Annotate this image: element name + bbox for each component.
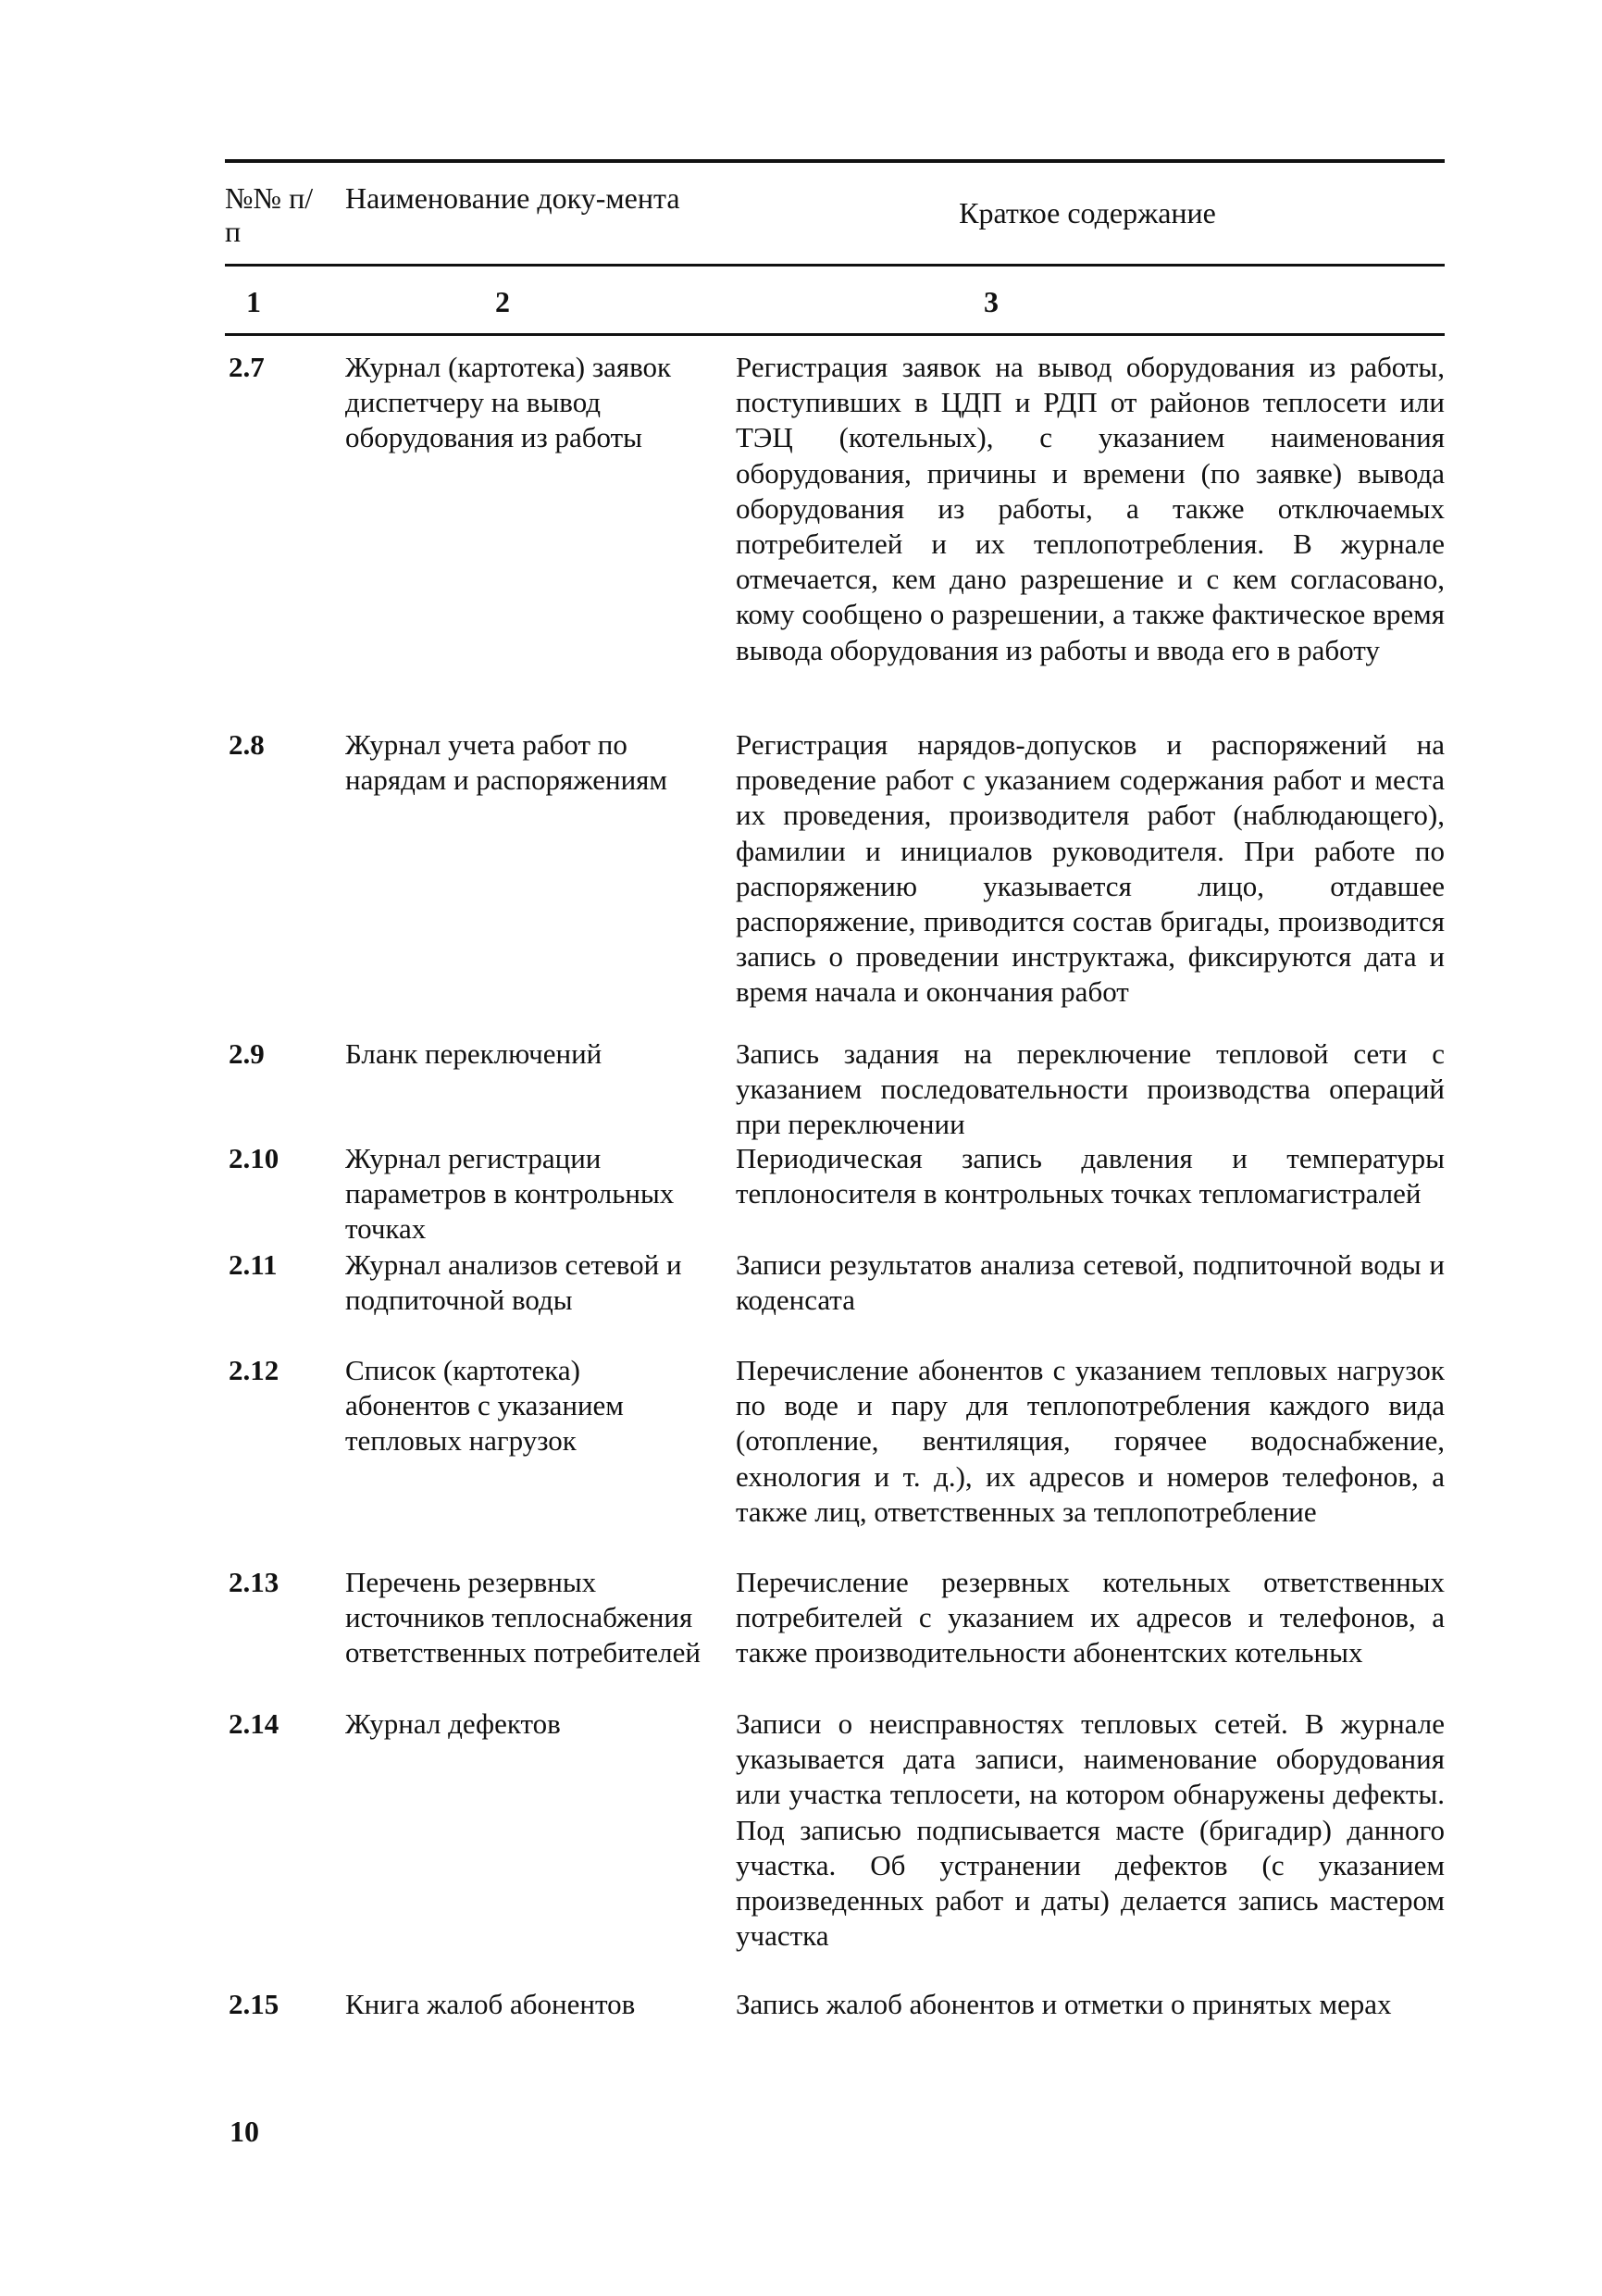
row-summary: Запись жалоб абонентов и отметки о принятых мерах (736, 1988, 1392, 2020)
header-summary: Краткое содержание (959, 196, 1216, 230)
column-number-3: 3 (984, 285, 999, 318)
row-document-name: Книга жалоб абонентов (345, 1988, 636, 2020)
column-number-2: 2 (495, 285, 510, 318)
row-number: 2.7 (229, 351, 265, 383)
table-top-rule (225, 159, 1445, 163)
row-summary: Регистрация нарядов-допусков и распоряжений на проведение работ с указанием содержания работ и места их проведения, производителя работ (наблюдающего), фамилии и инициалов руководителя. При работе по распоряжению указывается лицо, отдавшее распоряжение, приводится состав бригады, производится запись о проведении инструктажа, фиксируются дата и время начала и окончания работ (736, 728, 1445, 1009)
row-document-name: Журнал учета работ по нарядам и распоряжениям (345, 728, 668, 797)
row-number: 2.14 (229, 1707, 279, 1740)
row-summary: Запись задания на переключение тепловой сети с указанием последовательности производства операций при переключении (736, 1037, 1445, 1141)
row-summary: Регистрация заявок на вывод оборудования из работы, поступивших в ЦДП и РДП от районов теплосети или ТЭЦ (котельных), с указанием наименования оборудования, причины и времени (по заявке) вывода оборудования из работы, а также отключаемых потребителей и их теплопотребления. В журнале отмечается, кем дано разрешение и с кем согласовано, кому сообщено о разрешении, а также фактическое время вывода оборудования из работы и ввода его в работу (736, 351, 1445, 666)
row-document-name: Журнал (картотека) заявок диспетчеру на вывод оборудования из работы (345, 351, 672, 454)
row-summary: Перечисление абонентов с указанием тепловых нагрузок по воде и пару для теплопотребления каждого вида (отопление, вентиляция, горячее водоснабжение, ехнология и т. д.), их адресов и номеров телефонов, а также лиц, ответственных за теплопотребление (736, 1354, 1445, 1528)
row-number: 2.10 (229, 1142, 279, 1174)
row-document-name: Бланк переключений (345, 1037, 602, 1070)
row-summary: Записи о неисправностях тепловых сетей. В журнале указывается дата записи, наименование оборудования или участка теплосети, на котором обнаружены дефекты. Под записью подписывается масте (бригадир) данного участка. Об устранении дефектов (с указанием произведенных работ и даты) делается запись мастером участка (736, 1707, 1445, 1953)
row-summary: Периодическая запись давления и температуры теплоносителя в контрольных точках тепломагистралей (736, 1142, 1445, 1210)
header-document-name: Наименование доку-мента (345, 181, 680, 215)
header-bottom-rule (225, 264, 1445, 267)
page-number: 10 (230, 2115, 259, 2148)
column-numbers-bottom-rule (225, 333, 1445, 336)
row-document-name: Журнал регистрации параметров в контрольных точках (345, 1142, 675, 1246)
row-document-name: Журнал дефектов (345, 1707, 561, 1740)
row-number: 2.12 (229, 1354, 279, 1386)
row-summary: Записи результатов анализа сетевой, подпиточной воды и коденсата (736, 1248, 1445, 1317)
row-document-name: Список (картотека) абонентов с указанием тепловых нагрузок (345, 1354, 624, 1458)
row-summary: Перечисление резервных котельных ответственных потребителей с указанием их адресов и телефонов, а также производительности абонентских котельных (736, 1566, 1445, 1669)
row-number: 2.11 (229, 1248, 278, 1281)
column-number-1: 1 (246, 285, 261, 318)
header-number: №№ п/п (225, 181, 314, 248)
row-number: 2.15 (229, 1988, 279, 2020)
row-number: 2.13 (229, 1566, 279, 1598)
row-number: 2.9 (229, 1037, 265, 1070)
row-document-name: Журнал анализов сетевой и подпиточной воды (345, 1248, 682, 1317)
row-document-name: Перечень резервных источников теплоснабжения ответственных потребителей (345, 1566, 701, 1669)
row-number: 2.8 (229, 728, 265, 761)
